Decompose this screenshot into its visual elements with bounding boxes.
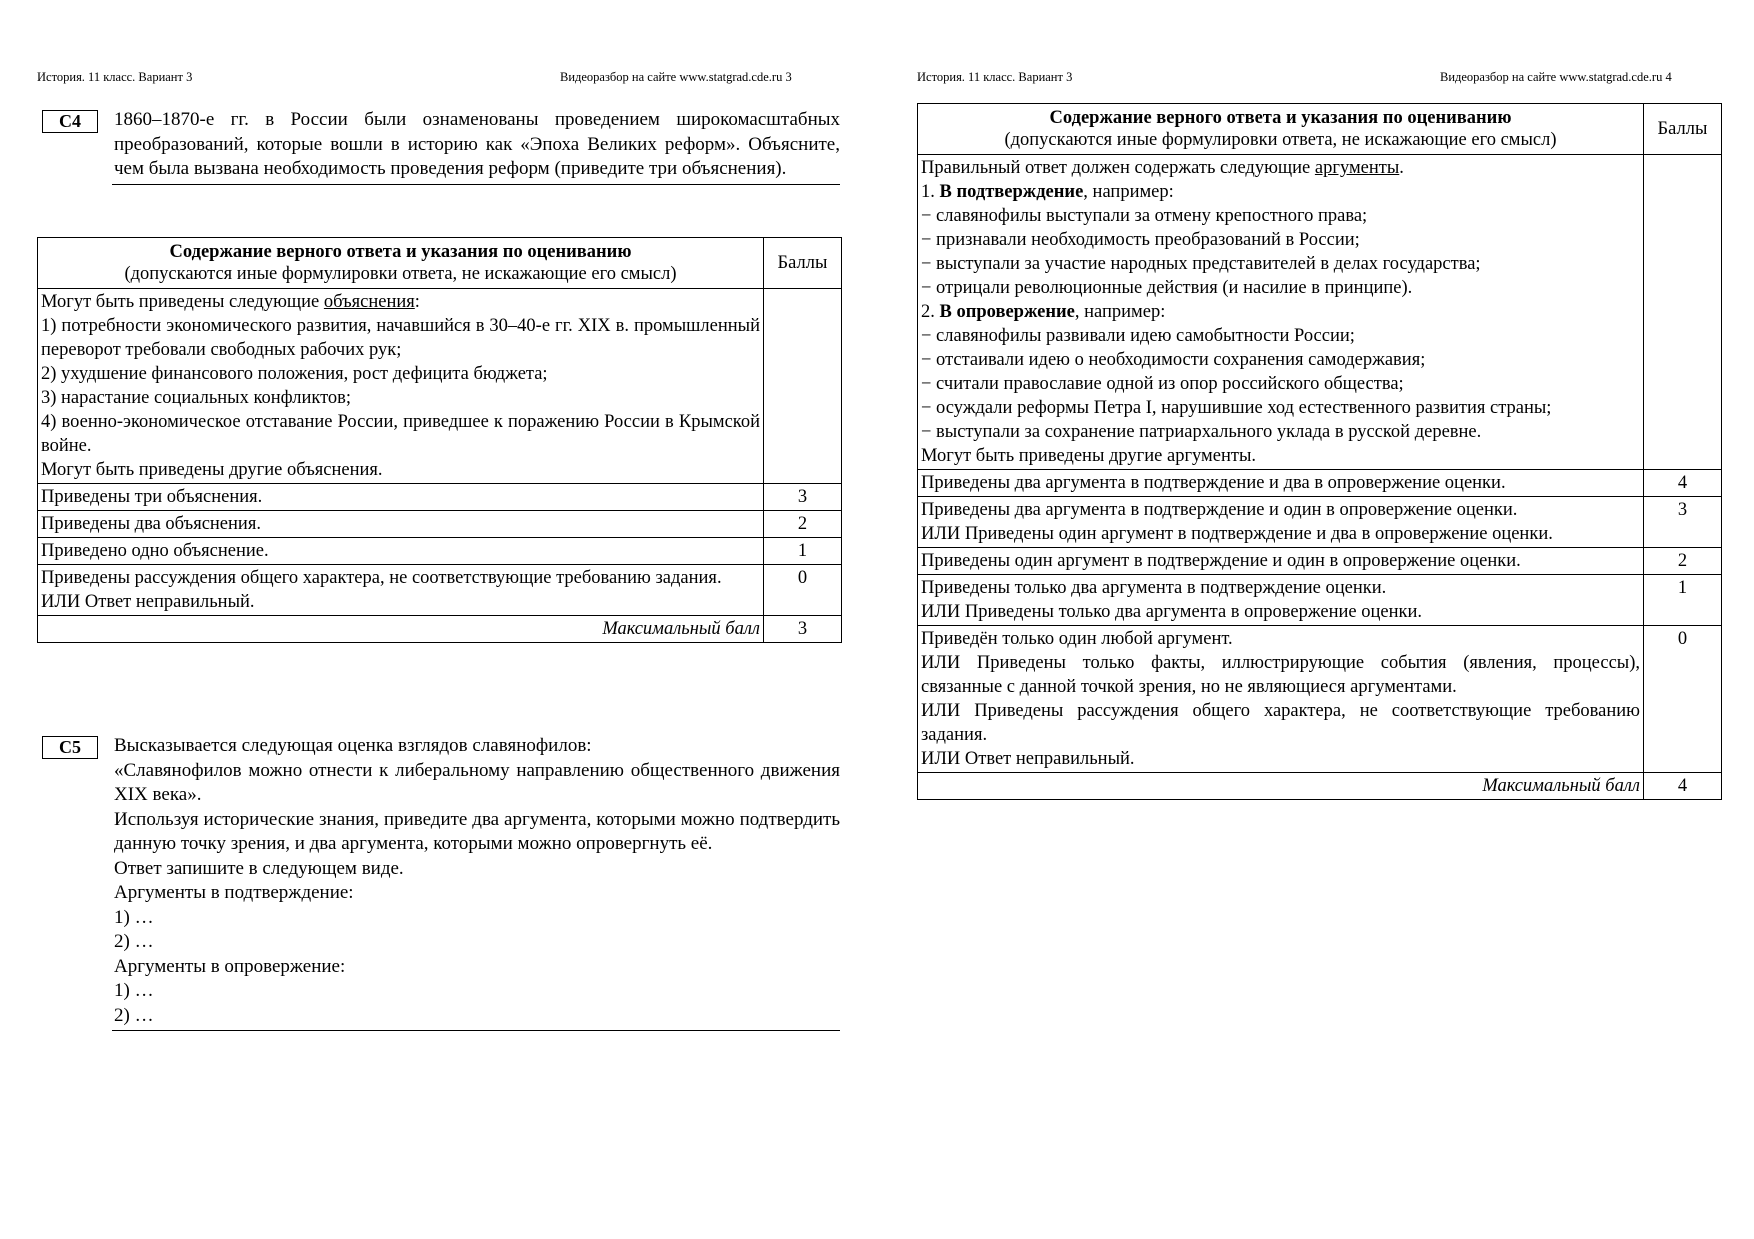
c5-refute-bold: В опровержение	[939, 302, 1075, 322]
c5-score-row	[918, 470, 1722, 497]
c5-score-line: Приведён только один любой аргумент.	[921, 629, 1233, 649]
c5-line: «Славянофилов можно отнести к либеральному направлению общественного движения XIX века».	[114, 759, 840, 805]
c4-max-points: 3	[764, 616, 842, 643]
c5-confirm-bold: В подтверждение	[939, 182, 1084, 202]
task-c4-label: С4	[42, 110, 98, 133]
c4-answer-row	[38, 289, 842, 484]
c4-header-subtitle: (допускаются иные формулировки ответа, не искажающие его смысл)	[124, 264, 677, 284]
c5-score-line: ИЛИ Приведены только факты, иллюстрирующие события (явления, процессы), связанные с данной точкой зрения, но не являющиеся аргументами.	[921, 653, 1640, 697]
c5-line: 1) …	[114, 980, 154, 1001]
task-c4	[38, 108, 840, 185]
c4-score-row	[38, 511, 842, 538]
c4-score-row	[38, 565, 842, 616]
c5-score-text	[918, 497, 1644, 548]
c5-refute-item: − считали православие одной из опор российского общества;	[921, 374, 1404, 394]
c4-score-points: 0	[764, 565, 842, 616]
c5-score-line: ИЛИ Ответ неправильный.	[921, 749, 1135, 769]
c5-line: Аргументы в опровержение:	[114, 955, 346, 977]
c5-max-label: Максимальный балл	[918, 773, 1644, 800]
c4-max-row	[38, 616, 842, 643]
c4-score-text: Приведены три объяснения.	[38, 484, 764, 511]
c4-score-row	[38, 484, 842, 511]
c5-refute-item: − отстаивали идею о необходимости сохранения самодержавия;	[921, 350, 1426, 370]
c5-score-text	[918, 575, 1644, 626]
task-c5-text	[114, 734, 840, 1028]
c5-score-row	[918, 497, 1722, 548]
c5-line: 2) …	[114, 931, 154, 952]
c4-score-points: 3	[764, 484, 842, 511]
c5-line: 1) …	[114, 906, 154, 928]
c4-score-line: Приведены рассуждения общего характера, не соответствующие требованию задания.	[41, 568, 722, 588]
task-c4-rule	[112, 184, 840, 185]
c5-refute-item: − выступали за сохранение патриархального уклада в русской деревне.	[921, 422, 1482, 442]
task-c5-rule	[112, 1030, 840, 1031]
task-c5	[38, 734, 840, 1031]
c5-header-subtitle: (допускаются иные формулировки ответа, не искажающие его смысл)	[1004, 130, 1557, 150]
c5-max-row	[918, 773, 1722, 800]
c5-refute-post: , например:	[1074, 302, 1166, 322]
c5-header-title: Содержание верного ответа и указания по оцениванию	[1049, 108, 1512, 128]
c4-score-text: Приведены два объяснения.	[38, 511, 764, 538]
c5-score-text	[918, 626, 1644, 773]
c5-score-line: ИЛИ Приведены только два аргумента в опровержение оценки.	[921, 602, 1423, 622]
left-header-site: Видеоразбор на сайте www.statgrad.cde.ru 3	[560, 70, 792, 84]
c5-line: Аргументы в подтверждение:	[114, 882, 354, 903]
c4-header-title: Содержание верного ответа и указания по оцениванию	[169, 242, 632, 262]
c5-refute-heading	[921, 300, 1640, 324]
c4-intro-pre: Могут быть приведены следующие	[41, 292, 324, 312]
c5-confirm-item: − отрицали революционные действия (и насилие в принципе).	[921, 278, 1413, 298]
right-page	[877, 0, 1754, 1239]
c5-refute-item: − славянофилы развивали идею самобытности России;	[921, 326, 1355, 346]
c5-score-text	[918, 548, 1644, 575]
c4-other: Могут быть приведены другие объяснения.	[41, 460, 383, 480]
c5-score-points: 2	[1644, 548, 1722, 575]
left-header-title: История. 11 класс. Вариант 3	[37, 70, 193, 84]
c5-score-points: 4	[1644, 470, 1722, 497]
c5-answer-row	[918, 155, 1722, 470]
c4-score-text: Приведено одно объяснение.	[38, 538, 764, 565]
c5-score-line: Приведены один аргумент в подтверждение и один в опровержение оценки.	[921, 551, 1521, 571]
c5-score-line: Приведены два аргумента в подтверждение и два в опровержение оценки.	[921, 473, 1506, 493]
c5-confirm-item: − признавали необходимость преобразований в России;	[921, 230, 1360, 250]
c5-header-points: Баллы	[1644, 104, 1722, 155]
c4-item-1: 1) потребности экономического развития, начавшийся в 30–40-е гг. XIX в. промышленный переворот требовали свободных рабочих рук;	[41, 316, 760, 360]
c5-confirm-heading	[921, 180, 1640, 204]
c4-table-header	[38, 238, 842, 289]
c4-header-content	[38, 238, 764, 289]
c4-item-3: 3) нарастание социальных конфликтов;	[41, 388, 352, 408]
c5-score-row	[918, 575, 1722, 626]
c4-score-row	[38, 538, 842, 565]
c5-line: Высказывается следующая оценка взглядов славянофилов:	[114, 735, 592, 756]
c5-line: Используя исторические знания, приведите два аргумента, которыми можно подтвердить данную точку зрения, и два аргумента, которыми можно опровергнуть её.	[114, 808, 840, 854]
c5-score-line: Приведены два аргумента в подтверждение и один в опровержение оценки.	[921, 500, 1518, 520]
c5-answer-content	[918, 155, 1644, 470]
c4-answer-points	[764, 289, 842, 484]
c4-intro	[41, 290, 760, 314]
c4-score-points: 2	[764, 511, 842, 538]
c4-max-label: Максимальный балл	[38, 616, 764, 643]
c4-intro-underlined: объяснения	[323, 292, 415, 312]
c4-score-points: 1	[764, 538, 842, 565]
c5-score-text	[918, 470, 1644, 497]
c5-refute-item: − осуждали реформы Петра I, нарушившие ход естественного развития страны;	[921, 398, 1552, 418]
task-c4-text: 1860–1870-е гг. в России были ознаменованы проведением широкомасштабных преобразований, которые вошли в историю как «Эпоха Великих реформ». Объясните, чем была вызвана необходимость проведения реформ (приведите три объяснения).	[114, 109, 840, 179]
c5-line: Ответ запишите в следующем виде.	[114, 857, 404, 879]
c5-confirm-num: 1.	[921, 182, 940, 202]
c5-score-row	[918, 626, 1722, 773]
c5-intro-pre: Правильный ответ должен содержать следующие	[921, 158, 1315, 178]
c5-confirm-item: − славянофилы выступали за отмену крепостного права;	[921, 206, 1368, 226]
c4-item-2: 2) ухудшение финансового положения, рост дефицита бюджета;	[41, 364, 548, 384]
c4-score-text	[38, 565, 764, 616]
c5-score-points: 0	[1644, 626, 1722, 773]
c4-answer-content	[38, 289, 764, 484]
c5-confirm-post: , например:	[1083, 182, 1174, 202]
c5-header-content	[918, 104, 1644, 155]
c5-confirm-item: − выступали за участие народных представителей в делах государства;	[921, 254, 1481, 274]
right-header-title: История. 11 класс. Вариант 3	[917, 70, 1073, 84]
c5-score-row	[918, 548, 1722, 575]
c4-scoring-table	[37, 237, 842, 643]
c5-line: 2) …	[114, 1004, 154, 1026]
c5-intro	[921, 156, 1640, 180]
c5-refute-num: 2.	[921, 302, 940, 322]
c5-scoring-table	[917, 103, 1722, 800]
c5-score-points: 3	[1644, 497, 1722, 548]
task-c5-label: С5	[42, 736, 98, 759]
c4-intro-post: :	[414, 292, 420, 312]
c5-intro-post: .	[1399, 158, 1404, 178]
c5-score-line: ИЛИ Приведены рассуждения общего характера, не соответствующие требованию задания.	[921, 701, 1640, 745]
c5-other: Могут быть приведены другие аргументы.	[921, 446, 1257, 466]
right-header-site: Видеоразбор на сайте www.statgrad.cde.ru 4	[1440, 70, 1672, 84]
c4-header-points: Баллы	[764, 238, 842, 289]
c5-score-line: ИЛИ Приведены один аргумент в подтверждение и два в опровержение оценки.	[921, 524, 1553, 544]
c5-score-line: Приведены только два аргумента в подтверждение оценки.	[921, 578, 1387, 598]
c4-item-4: 4) военно-экономическое отставание России, приведшее к поражению России в Крымской войне.	[41, 412, 760, 456]
c5-score-points: 1	[1644, 575, 1722, 626]
c4-score-line: ИЛИ Ответ неправильный.	[41, 592, 255, 612]
c5-answer-points	[1644, 155, 1722, 470]
c5-table-header	[918, 104, 1722, 155]
c5-max-points: 4	[1644, 773, 1722, 800]
c5-intro-underlined: аргументы	[1314, 158, 1400, 178]
